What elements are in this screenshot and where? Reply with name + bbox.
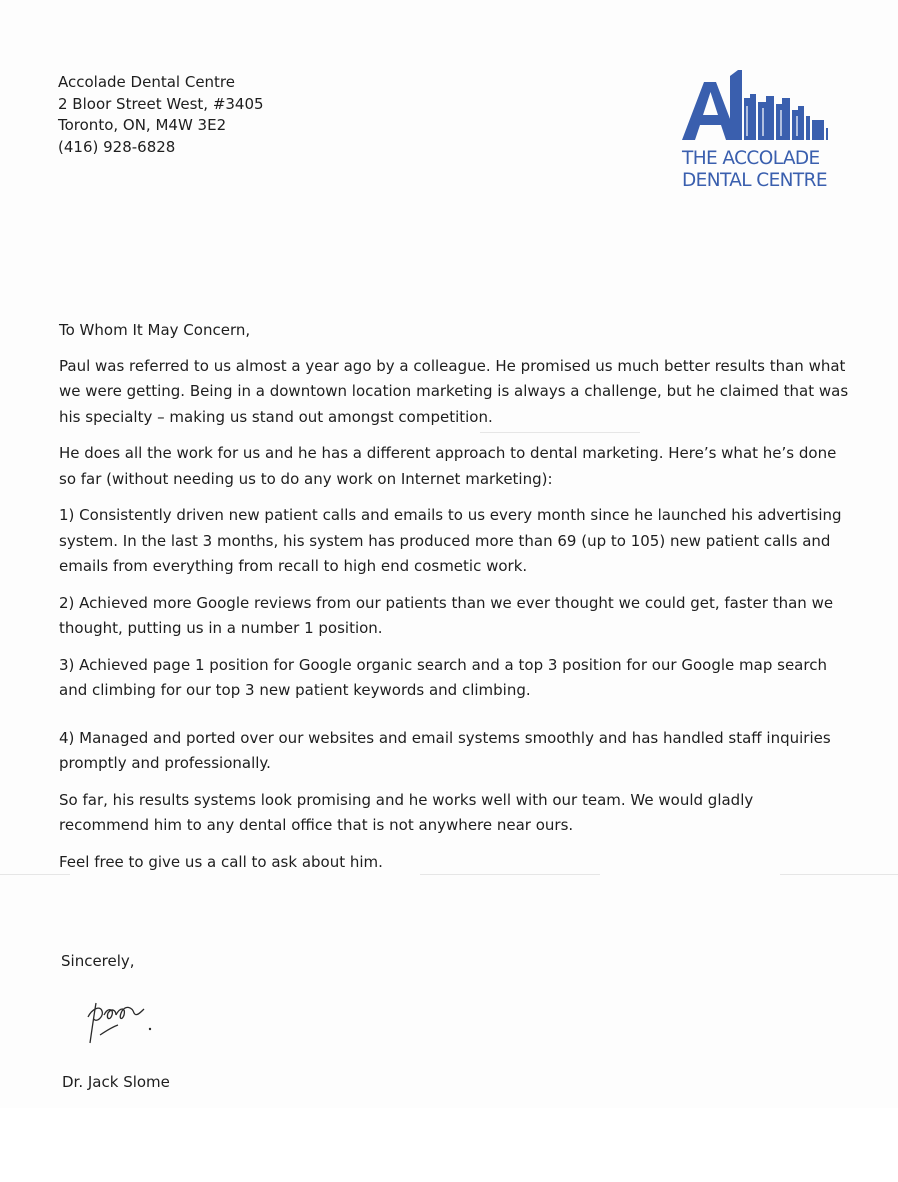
letter-body [59, 318, 849, 886]
list-item-4 [59, 726, 829, 777]
paragraph-line: promptly and professionally. [59, 754, 271, 772]
sender-phone: (416) 928-6828 [58, 137, 176, 156]
paragraph-approach [59, 441, 837, 492]
sender-address [58, 72, 264, 158]
paragraph-line: so far (without needing us to do any work on Internet marketing): [59, 469, 553, 488]
list-item-3 [59, 653, 829, 704]
paragraph-line: He does all the work for us and he has a different approach to dental marketing. Here’s what he’s done [59, 444, 837, 462]
salutation: To Whom It May Concern, [59, 321, 251, 339]
paragraph-line: 2) Achieved more Google reviews from our patients than we ever thought we could get, faster than we [59, 593, 834, 612]
paragraph-line: So far, his results systems look promising and he works well with our team. We would gladly [59, 790, 754, 809]
paragraph-recommendation [59, 788, 829, 839]
page-margin [0, 1108, 898, 1182]
logo-wordmark [682, 148, 827, 192]
accolade-logo-icon [678, 68, 833, 148]
scan-artifact [420, 874, 600, 875]
logo-line-1: THE ACCOLADE [682, 148, 820, 169]
scan-artifact [780, 874, 898, 875]
accolade-logo [678, 68, 833, 192]
logo-line-2: DENTAL CENTRE [682, 170, 827, 191]
scan-artifact [480, 432, 640, 433]
signer-name: Dr. Jack Slome [62, 1073, 170, 1091]
paragraph-line: Paul was referred to us almost a year ago by a colleague. He promised us much better results than what [59, 356, 846, 375]
closing: Sincerely, [61, 952, 135, 970]
list-item-1 [59, 503, 842, 580]
handwritten-signature [82, 995, 162, 1047]
paragraph-line: emails from everything from recall to high end cosmetic work. [59, 557, 528, 575]
paragraph-line: Feel free to give us a call to ask about him. [59, 852, 383, 871]
sender-street: 2 Bloor Street West, #3405 [58, 94, 264, 113]
sender-city: Toronto, ON, M4W 3E2 [58, 116, 227, 134]
list-item-2 [59, 591, 834, 642]
paragraph-line: thought, putting us in a number 1 position. [59, 619, 383, 637]
paragraph-line: his specialty – making us stand out amongst competition. [59, 407, 493, 426]
paragraph-line: we were getting. Being in a downtown location marketing is always a challenge, but he claimed that was [59, 382, 849, 400]
paragraph-line: 1) Consistently driven new patient calls and emails to us every month since he launched his advertising [59, 506, 842, 524]
paragraph-referral [59, 354, 849, 431]
paragraph-line: system. In the last 3 months, his system has produced more than 69 (up to 105) new patient calls and [59, 531, 831, 550]
sender-name: Accolade Dental Centre [58, 73, 235, 91]
paragraph-contact [59, 850, 829, 876]
paragraph-line: 4) Managed and ported over our websites and email systems smoothly and has handled staff inquiries [59, 728, 831, 747]
scan-artifact [0, 874, 70, 875]
paragraph-line: and climbing for our top 3 new patient keywords and climbing. [59, 681, 531, 699]
paragraph-line: 3) Achieved page 1 position for Google organic search and a top 3 position for our Google map search [59, 655, 827, 674]
paragraph-line: recommend him to any dental office that is not anywhere near ours. [59, 816, 574, 834]
